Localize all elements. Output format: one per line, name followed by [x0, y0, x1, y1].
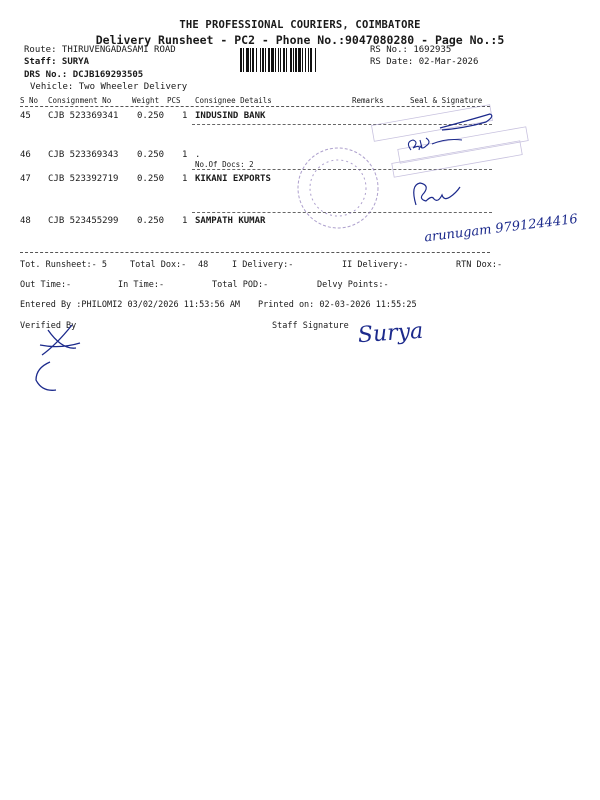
col-header-sno: S No [20, 96, 39, 105]
consignee-initials-46 [408, 138, 429, 150]
row-47-sno: 47 [20, 174, 31, 184]
i-delivery: I Delivery:- [232, 260, 294, 270]
drs-number: DRS No.: DCJB169293505 [24, 70, 144, 80]
row-46-pcs: 1 [182, 150, 188, 160]
printed-on: Printed on: 02-03-2026 11:55:25 [258, 300, 417, 310]
col-header-weight: Weight [132, 96, 160, 105]
staff-signature-label: Staff Signature [272, 321, 349, 331]
rs-date: RS Date: 02-Mar-2026 [370, 57, 479, 67]
row-47-consignment: CJB 523392719 [48, 174, 119, 184]
row-46-docs-note: No.Of Docs: 2 [195, 160, 254, 169]
entered-by: Entered By :PHILOMI2 03/02/2026 11:53:56 AM [20, 300, 241, 310]
col-header-pcs: PCS [167, 96, 181, 105]
row-48-consignee: SAMPATH KUMAR [195, 216, 266, 226]
col-header-consignment: Consignment No [48, 96, 112, 105]
col-header-remarks: Remarks [352, 96, 384, 105]
row-47-consignee: KIKANI EXPORTS [195, 174, 271, 184]
vehicle-field: Vehicle: Two Wheeler Delivery [30, 82, 188, 92]
consignee-initials-46-trail [432, 140, 462, 145]
row-45-consignee: INDUSIND BANK [195, 111, 266, 121]
tot-runsheet: Tot. Runsheet:- 5 [20, 260, 107, 270]
row-46-weight: 0.250 [137, 150, 165, 160]
row-46-consignee: . [195, 150, 201, 160]
verified-by-label: Verified By [20, 321, 77, 331]
row-48-consignment: CJB 523455299 [48, 216, 119, 226]
row-45-weight: 0.250 [137, 111, 165, 121]
consignee-signature-47 [414, 183, 460, 205]
row-48-handwritten-name-phone: arunugam 9791244416 [423, 211, 579, 246]
rs-number: RS No.: 1692935 [370, 45, 452, 55]
row-48-pcs: 1 [182, 216, 188, 226]
row-48-sno: 48 [20, 216, 31, 226]
total-dox-label: Total Dox:- [130, 260, 187, 270]
row-45-consignment: CJB 523369341 [48, 111, 119, 121]
rtn-dox: RTN Dox:- [456, 260, 503, 270]
staff-handwritten-signature: Surya [357, 318, 424, 349]
verifier-signature [36, 325, 80, 390]
row-46-consignment: CJB 523369343 [48, 150, 119, 160]
row-47-weight: 0.250 [137, 174, 165, 184]
row-48-weight: 0.250 [137, 216, 165, 226]
round-stamp [298, 148, 378, 228]
runsheet-title: Delivery Runsheet - PC2 - Phone No.:9047080280 - Page No.:5 [95, 33, 505, 47]
route-field: Route: THIRUVENGADASAMI ROAD [24, 45, 176, 55]
consignee-signature-45 [440, 114, 492, 130]
col-header-consignee: Consignee Details [195, 96, 272, 105]
row-45-pcs: 1 [182, 111, 188, 121]
row-46-sno: 46 [20, 150, 31, 160]
row-45-sno: 45 [20, 111, 31, 121]
delvy-points: Delvy Points:- [317, 280, 389, 290]
ii-delivery: II Delivery:- [342, 260, 409, 270]
out-time: Out Time:- [20, 280, 72, 290]
staff-field: Staff: SURYA [24, 57, 90, 67]
total-pod: Total POD:- [212, 280, 269, 290]
company-stamp [372, 105, 529, 177]
company-name: THE PROFESSIONAL COURIERS, COIMBATORE [179, 19, 421, 31]
in-time: In Time:- [118, 280, 165, 290]
row-47-pcs: 1 [182, 174, 188, 184]
col-header-seal: Seal & Signature [410, 96, 483, 105]
total-dox-value: 48 [198, 260, 209, 270]
